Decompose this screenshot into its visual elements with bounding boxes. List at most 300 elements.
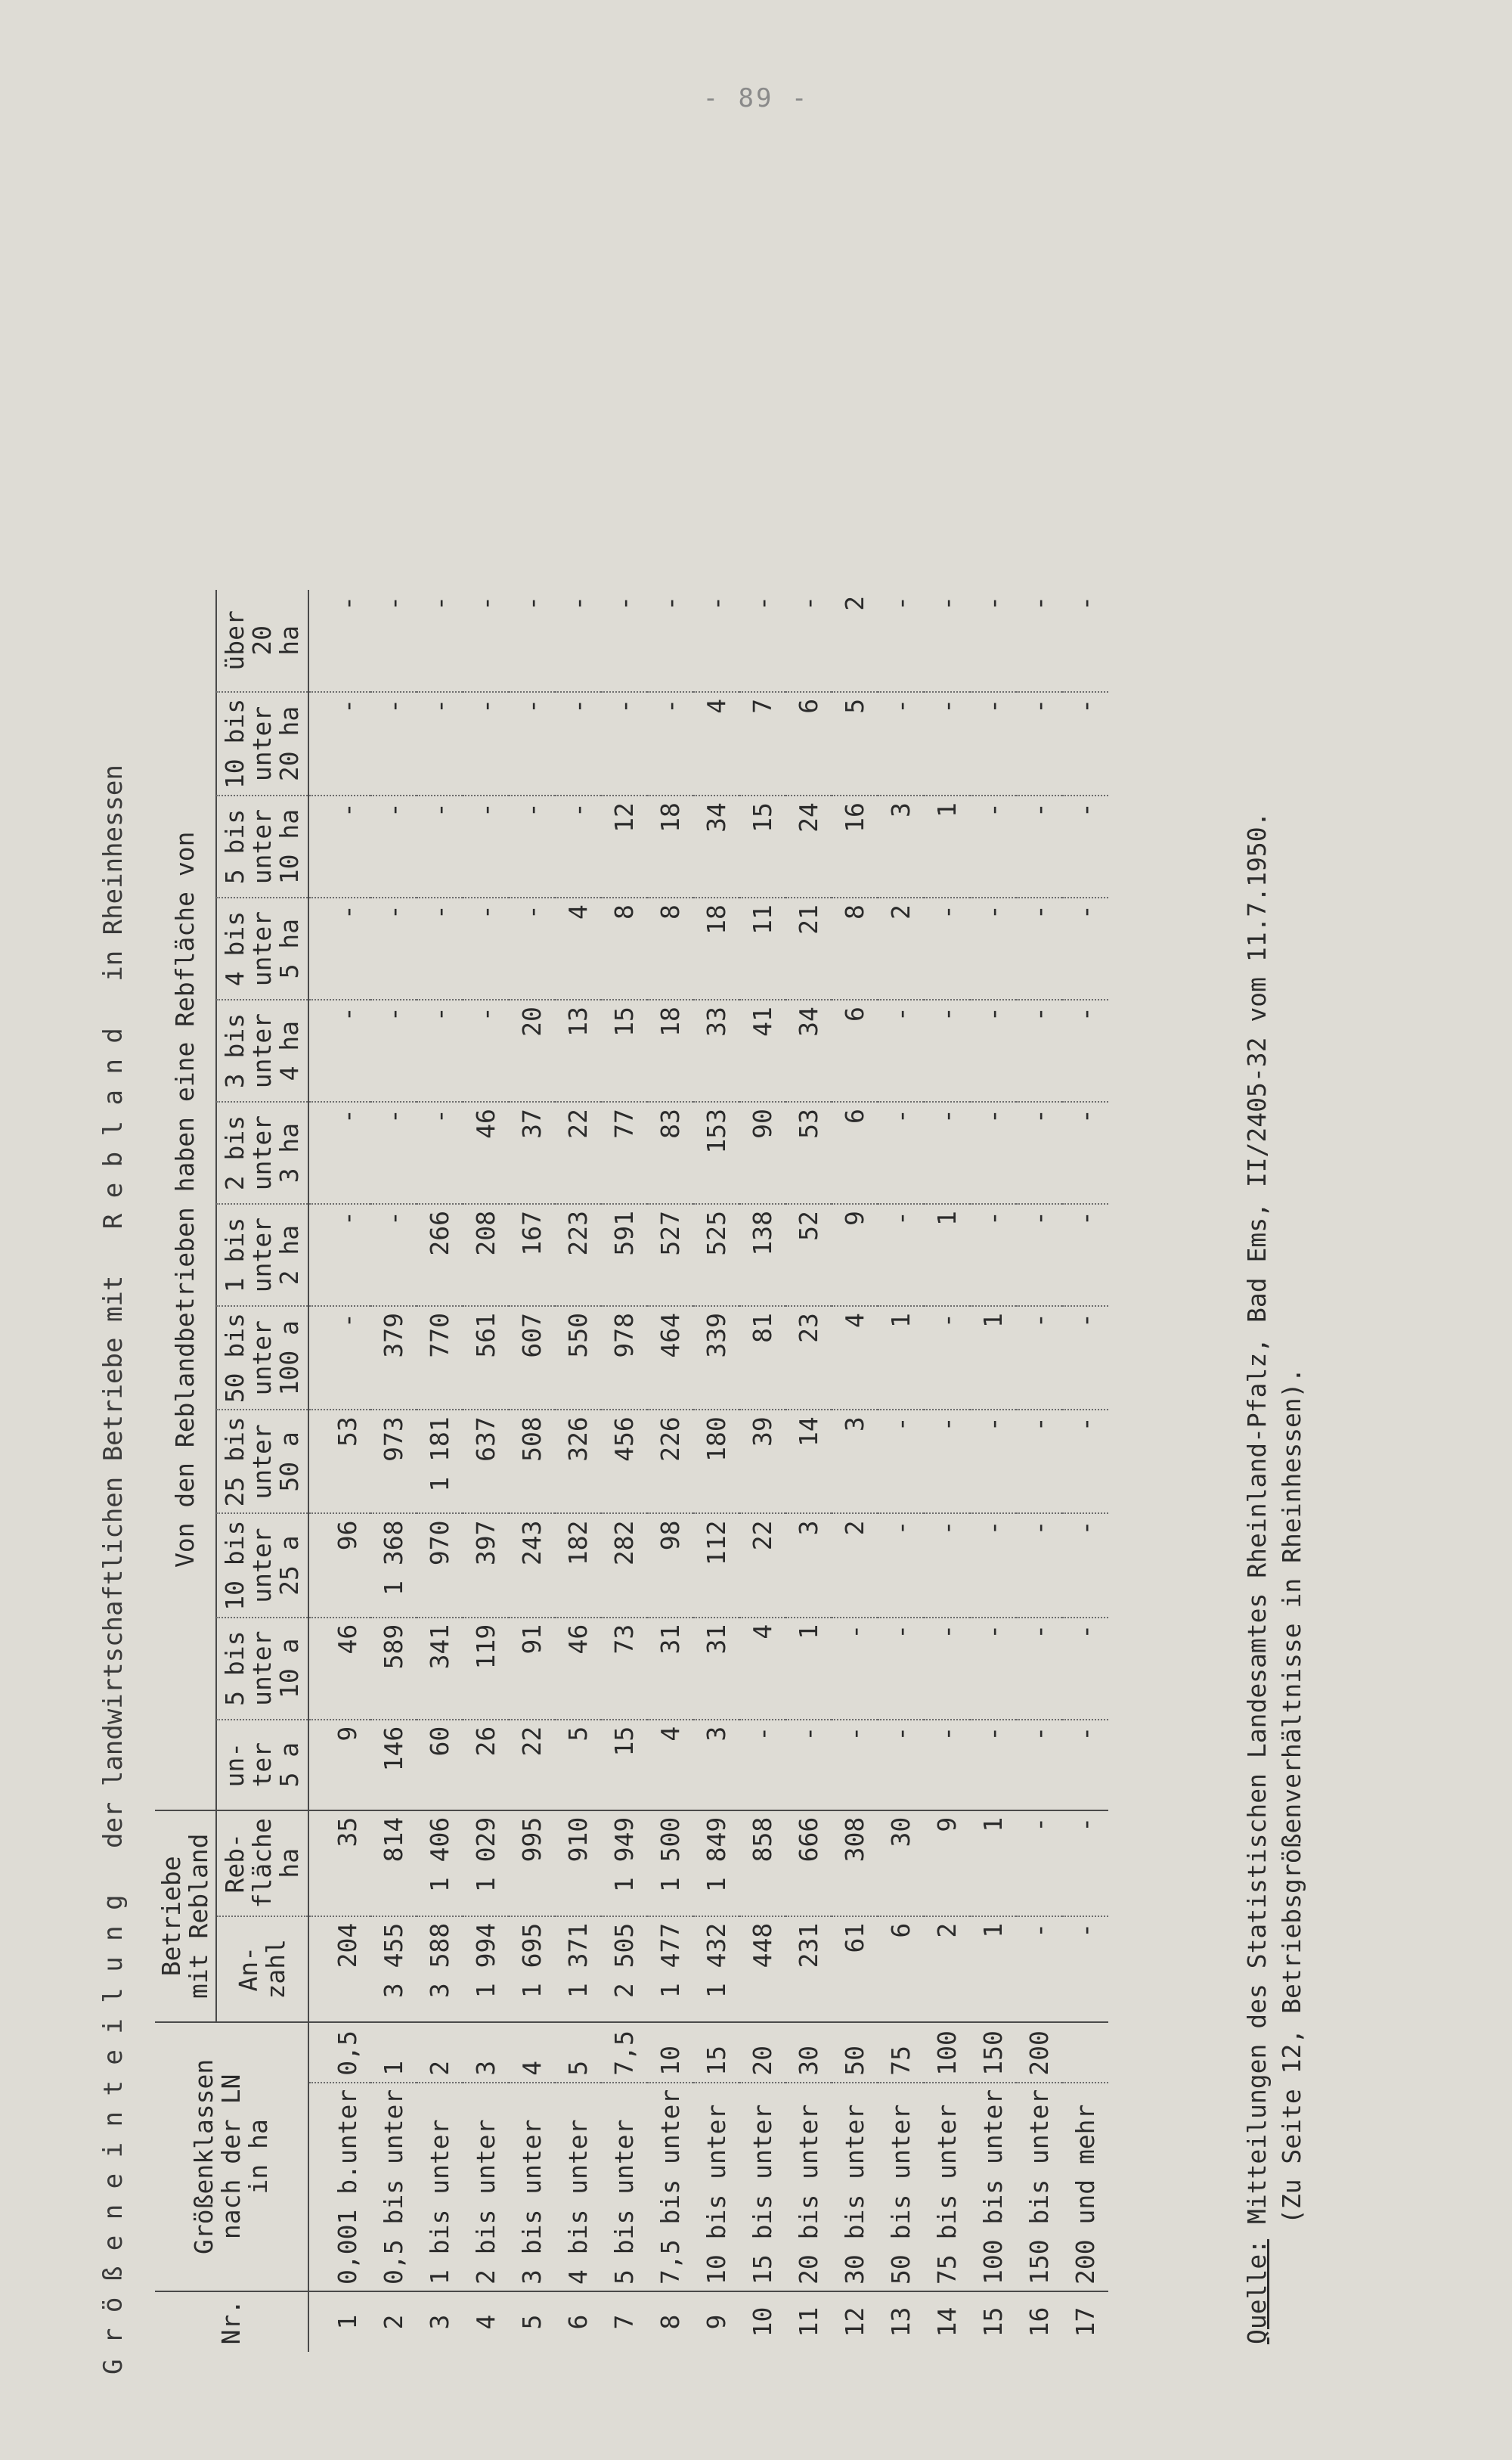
header-sub-col-3-line-1: 10 bis [220,1520,249,1611]
row-cell-col-12: - [1070,595,1100,611]
header-sub-col-11 [216,692,308,796]
row-cell-col-8: 20 [509,1000,555,1102]
row-cell-col-9: - [370,898,417,1000]
row-cell-col-10: - [509,796,555,898]
header-sub-col-2-line-2: unter [247,1630,277,1706]
row-cell-col-8: - [878,1000,924,1102]
row-rebflaeche: 1 849 [693,1810,739,1916]
row-cell-col-12: - [748,595,777,611]
row-nr: 7 [601,2291,647,2352]
header-sub-col-10-line-1: 5 bis [220,808,249,885]
row-rebflaeche: 666 [785,1810,832,1916]
row-cell-col-6: - [1062,1204,1108,1306]
row-size-class-to: 5 [555,2022,601,2083]
row-nr: 1 [308,2291,370,2352]
row-cell-col-7: - [417,1102,463,1204]
header-betriebe-line-2: mit Rebland [184,1833,213,1999]
header-sub-col-7 [216,1102,308,1204]
header-sub-col-4-line-1: 25 bis [220,1416,249,1507]
row-anzahl: 2 505 [601,1916,647,2022]
row-size-class-to: 30 [785,2022,832,2083]
header-sub-col-6-line-1: 1 bis [220,1217,249,1293]
row-anzahl: 2 [924,1916,970,2022]
row-cell-col-10: 34 [693,796,739,898]
row-cell-col-2: 46 [555,1618,601,1720]
row-rebflaeche: 814 [370,1810,417,1916]
row-cell-col-9: - [463,898,509,1000]
header-sub-col-1-line-3: 5 a [274,1742,304,1788]
row-size-class-from: 15 bis unter [739,2083,785,2291]
header-sub-col-3-line-3: 25 a [274,1535,304,1596]
row-cell-col-7: 77 [601,1102,647,1204]
row-rebflaeche: 1 406 [417,1810,463,1916]
row-anzahl: 61 [832,1916,878,2022]
row-anzahl: 3 455 [370,1916,417,2022]
rotated-table-sheet [83,113,1444,2382]
header-sub-col-10-line-3: 10 ha [274,808,304,885]
row-anzahl: 3 588 [417,1916,463,2022]
table-row [555,590,601,2352]
row-rebflaeche: 1 [970,1810,1016,1916]
row-size-class-to: 15 [693,2022,739,2083]
row-cell-col-1: 5 [555,1720,601,1810]
row-cell-col-5: - [924,1306,970,1410]
row-cell-col-1: - [739,1720,785,1810]
row-cell-col-4: 326 [555,1410,601,1513]
header-sub-col-1-line-1: un- [220,1742,249,1788]
row-cell-col-1: 22 [509,1720,555,1810]
row-nr: 11 [785,2291,832,2352]
table-row [647,590,693,2352]
row-size-class-to: 200 [1016,2022,1062,2083]
table-row [878,590,924,2352]
row-cell-col-5: 4 [832,1306,878,1410]
row-anzahl: 6 [878,1916,924,2022]
row-cell-col-7: - [878,1102,924,1204]
row-size-class-from: 0,001 b.unter [308,2083,370,2291]
row-cell-col-7: - [370,1102,417,1204]
header-sub-col-2 [216,1618,308,1720]
header-anzahl-line-1: An- [234,1946,263,1992]
row-anzahl: 231 [785,1916,832,2022]
row-cell-col-4: 637 [463,1410,509,1513]
row-cell-col-3: 243 [509,1514,555,1618]
row-cell-col-11: - [555,692,601,796]
row-size-class-to: 3 [463,2022,509,2083]
row-cell-col-5: 339 [693,1306,739,1410]
row-rebflaeche: 1 500 [647,1810,693,1916]
row-size-class-to: 10 [647,2022,693,2083]
row-cell-col-10: - [417,796,463,898]
row-cell-col-12: - [932,595,962,611]
header-anzahl-line-2: zahl [261,1938,290,1999]
row-cell-col-4: 53 [308,1410,370,1513]
header-sub-col-1-line-2: ter [247,1742,277,1788]
row-cell-col-5: 23 [785,1306,832,1410]
header-sub-col-9 [216,898,308,1000]
header-rebflaeche-line-2: fläche [247,1818,277,1909]
row-cell-col-10: 15 [739,796,785,898]
row-cell-col-6: 208 [463,1204,509,1306]
row-anzahl: 1 477 [647,1916,693,2022]
row-cell-col-12: - [517,595,547,611]
header-betriebe-line-1: Betriebe [156,1856,186,1977]
header-sub-col-4-line-3: 50 a [274,1432,304,1492]
row-rebflaeche: 1 949 [601,1810,647,1916]
header-sub-col-5-line-3: 100 a [274,1320,304,1396]
row-cell-col-8: 33 [693,1000,739,1102]
row-size-class-to: 7,5 [601,2022,647,2083]
source-label: Quelle: [1242,2238,1272,2344]
row-cell-col-6: 52 [785,1204,832,1306]
header-sub-col-12-line-1: über [220,610,249,671]
row-cell-col-12: - [425,595,454,611]
row-cell-col-9: - [308,898,370,1000]
row-cell-col-8: 6 [832,1000,878,1102]
header-size-class-line-3: in ha [243,2119,273,2195]
row-cell-col-4: - [1016,1410,1062,1513]
row-size-class-to: 75 [878,2022,924,2083]
row-cell-col-5: 1 [878,1306,924,1410]
row-anzahl: 1 [970,1916,1016,2022]
row-cell-col-11: 6 [785,692,832,796]
row-cell-col-4: 226 [647,1410,693,1513]
row-cell-col-11: - [924,692,970,796]
row-size-class-to: 4 [509,2022,555,2083]
header-rebflaeche-line-3: ha [274,1847,304,1878]
row-cell-col-5: 464 [647,1306,693,1410]
row-size-class-from: 20 bis unter [785,2083,832,2291]
row-cell-col-2: 4 [739,1618,785,1720]
row-cell-col-5: 1 [970,1306,1016,1410]
table-row [970,590,1016,2352]
header-sub-col-7-line-3: 3 ha [274,1122,304,1183]
row-cell-col-3: 397 [463,1514,509,1618]
row-cell-col-9: 4 [555,898,601,1000]
header-sub-col-8-line-1: 3 bis [220,1013,249,1089]
row-nr: 9 [693,2291,739,2352]
table-row [601,590,647,2352]
header-sub-col-8-line-3: 4 ha [274,1020,304,1081]
row-cell-col-6: 266 [417,1204,463,1306]
row-cell-col-11: - [370,692,417,796]
row-cell-col-11: - [463,692,509,796]
row-size-class-from: 0,5 bis unter [370,2083,417,2291]
header-von-den: Von den Reblandbetrieben haben eine Rebfläche von [155,590,216,1810]
row-cell-col-1: - [924,1720,970,1810]
row-cell-col-7: 22 [555,1102,601,1204]
row-cell-col-7: - [1016,1102,1062,1204]
row-cell-col-8: - [417,1000,463,1102]
row-cell-col-10: - [308,796,370,898]
table-row [785,590,832,2352]
row-cell-col-12: - [702,595,731,611]
row-nr: 13 [878,2291,924,2352]
row-cell-col-3: 182 [555,1514,601,1618]
row-cell-col-2: 341 [417,1618,463,1720]
row-cell-col-9: 8 [832,898,878,1000]
row-cell-col-5: 550 [555,1306,601,1410]
row-cell-col-5: 770 [417,1306,463,1410]
row-cell-col-10: 12 [601,796,647,898]
row-cell-col-4: 3 [832,1410,878,1513]
row-anzahl: - [1016,1916,1062,2022]
row-cell-col-5: 379 [370,1306,417,1410]
row-cell-col-2: 1 [785,1618,832,1720]
row-cell-col-5: - [308,1306,370,1410]
row-cell-col-1: - [1062,1720,1108,1810]
row-anzahl: 1 432 [693,1916,739,2022]
row-cell-col-10: - [555,796,601,898]
row-cell-col-6: 223 [555,1204,601,1306]
header-sub-col-4 [216,1410,308,1513]
row-size-class-to: 100 [924,2022,970,2083]
header-sub-col-9-line-2: unter [247,910,277,987]
table-row [417,590,463,2352]
row-cell-col-9: - [970,898,1016,1000]
row-cell-col-5: 81 [739,1306,785,1410]
row-nr: 15 [970,2291,1016,2352]
data-table [155,590,1108,2352]
row-cell-col-7: 153 [693,1102,739,1204]
row-cell-col-12: - [563,595,593,611]
row-cell-col-7: 53 [785,1102,832,1204]
row-cell-col-12: - [333,595,362,611]
header-sub-col-1 [216,1720,308,1810]
header-sub-col-11-line-2: unter [247,706,277,782]
row-cell-col-10: 18 [647,796,693,898]
header-sub-col-5 [216,1306,308,1410]
row-size-class-from: 30 bis unter [832,2083,878,2291]
row-cell-col-12: 2 [840,595,869,611]
row-cell-col-3: 282 [601,1514,647,1618]
row-size-class-from: 5 bis unter [601,2083,647,2291]
row-cell-col-6: - [308,1204,370,1306]
row-size-class-from: 10 bis unter [693,2083,739,2291]
header-sub-col-3 [216,1514,308,1618]
row-cell-col-2: - [878,1618,924,1720]
row-rebflaeche: 308 [832,1810,878,1916]
row-cell-col-10: - [370,796,417,898]
row-cell-col-6: 1 [924,1204,970,1306]
row-cell-col-10: 16 [832,796,878,898]
row-cell-col-2: 73 [601,1618,647,1720]
row-cell-col-7: 90 [739,1102,785,1204]
table-row [308,590,370,2352]
row-cell-col-2: - [832,1618,878,1720]
header-sub-col-11-line-1: 10 bis [220,698,249,789]
row-cell-col-2: - [924,1618,970,1720]
row-cell-col-6: 9 [832,1204,878,1306]
header-sub-col-7-line-1: 2 bis [220,1115,249,1191]
row-cell-col-1: 3 [693,1720,739,1810]
row-cell-col-7: - [970,1102,1016,1204]
header-sub-col-4-line-2: unter [247,1424,277,1500]
row-anzahl: - [1062,1916,1108,2022]
header-sub-col-5-line-1: 50 bis [220,1313,249,1404]
header-size-class-line-1: Größenklassen [189,2058,218,2254]
row-size-class-from: 3 bis unter [509,2083,555,2291]
row-cell-col-1: 146 [370,1720,417,1810]
row-cell-col-3: - [1062,1514,1108,1618]
header-nr: Nr. [155,2291,308,2352]
table-row [924,590,970,2352]
row-cell-col-11: - [647,692,693,796]
row-cell-col-12: - [1024,595,1054,611]
row-size-class-to: 2 [417,2022,463,2083]
row-cell-col-4: 456 [601,1410,647,1513]
row-cell-col-3: 98 [647,1514,693,1618]
row-cell-col-11: 5 [832,692,878,796]
row-rebflaeche: 1 029 [463,1810,509,1916]
row-cell-col-2: - [1062,1618,1108,1720]
row-size-class-to: 0,5 [308,2022,370,2083]
row-cell-col-2: - [970,1618,1016,1720]
row-size-class-from: 200 und mehr [1062,2083,1108,2291]
row-anzahl: 204 [308,1916,370,2022]
row-cell-col-8: - [924,1000,970,1102]
row-cell-col-3: 2 [832,1514,878,1618]
header-sub-col-6-line-3: 2 ha [274,1224,304,1286]
row-nr: 5 [509,2291,555,2352]
row-size-class-from: 150 bis unter [1016,2083,1062,2291]
row-cell-col-9: 2 [878,898,924,1000]
row-cell-col-6: - [970,1204,1016,1306]
row-cell-col-6: - [370,1204,417,1306]
row-cell-col-7: - [308,1102,370,1204]
row-cell-col-4: 1 181 [417,1410,463,1513]
row-rebflaeche: - [1016,1810,1062,1916]
row-cell-col-5: - [1016,1306,1062,1410]
row-rebflaeche: 858 [739,1810,785,1916]
header-sub-col-12 [216,590,308,692]
row-cell-col-4: - [878,1410,924,1513]
row-cell-col-10: 3 [878,796,924,898]
table-row [832,590,878,2352]
row-size-class-from: 7,5 bis unter [647,2083,693,2291]
row-cell-col-4: - [970,1410,1016,1513]
row-size-class-to: 20 [739,2022,785,2083]
row-cell-col-1: 4 [647,1720,693,1810]
row-cell-col-8: - [1016,1000,1062,1102]
row-nr: 14 [924,2291,970,2352]
row-cell-col-3: 3 [785,1514,832,1618]
header-sub-col-12-line-3: ha [274,625,304,656]
row-rebflaeche: 35 [308,1810,370,1916]
row-cell-col-9: - [509,898,555,1000]
table-row [370,590,417,2352]
row-cell-col-8: 13 [555,1000,601,1102]
row-cell-col-1: - [970,1720,1016,1810]
row-size-class-from: 75 bis unter [924,2083,970,2291]
row-cell-col-2: 31 [693,1618,739,1720]
header-sub-col-2-line-1: 5 bis [220,1630,249,1706]
row-cell-col-12: - [978,595,1008,611]
row-cell-col-3: - [924,1514,970,1618]
row-cell-col-7: - [924,1102,970,1204]
header-size-class [155,2022,308,2291]
table-row [693,590,739,2352]
row-cell-col-3: - [878,1514,924,1618]
row-cell-col-9: 11 [739,898,785,1000]
page-number: - 89 - [702,83,810,113]
row-cell-col-5: 978 [601,1306,647,1410]
table-row [463,590,509,2352]
row-cell-col-4: 973 [370,1410,417,1513]
row-cell-col-7: 6 [832,1102,878,1204]
row-cell-col-8: - [308,1000,370,1102]
row-cell-col-6: - [878,1204,924,1306]
row-cell-col-6: 591 [601,1204,647,1306]
row-cell-col-10: - [970,796,1016,898]
row-cell-col-7: - [1062,1102,1108,1204]
row-cell-col-11: - [1016,692,1062,796]
row-size-class-from: 50 bis unter [878,2083,924,2291]
row-cell-col-7: 46 [463,1102,509,1204]
row-size-class-to: 150 [970,2022,1016,2083]
row-cell-col-8: 18 [647,1000,693,1102]
row-nr: 8 [647,2291,693,2352]
row-cell-col-11: - [308,692,370,796]
table-row [739,590,785,2352]
table-row [1062,590,1108,2352]
row-nr: 16 [1016,2291,1062,2352]
row-cell-col-11: 7 [739,692,785,796]
header-rebflaeche [216,1810,308,1916]
row-anzahl: 448 [739,1916,785,2022]
header-sub-col-11-line-3: 20 ha [274,706,304,782]
row-cell-col-8: - [463,1000,509,1102]
source-line-1: Mitteilungen des Statistischen Landesamtes Rheinland-Pfalz, Bad Ems, II/2405-32 vom 11.7.1950. [1242,811,1272,2239]
row-cell-col-6: 525 [693,1204,739,1306]
row-cell-col-8: - [370,1000,417,1102]
header-betriebe [155,1810,216,2022]
row-cell-col-1: - [878,1720,924,1810]
row-size-class-from: 100 bis unter [970,2083,1016,2291]
header-sub-col-10-line-2: unter [247,808,277,885]
row-cell-col-12: - [609,595,639,611]
row-cell-col-5: - [1062,1306,1108,1410]
header-sub-col-5-line-2: unter [247,1320,277,1396]
row-cell-col-1: 60 [417,1720,463,1810]
row-cell-col-8: 15 [601,1000,647,1102]
row-cell-col-11: - [970,692,1016,796]
row-cell-col-2: 46 [308,1618,370,1720]
row-cell-col-1: - [785,1720,832,1810]
row-cell-col-2: 31 [647,1618,693,1720]
row-cell-col-11: - [601,692,647,796]
row-cell-col-1: 26 [463,1720,509,1810]
header-sub-col-8-line-2: unter [247,1013,277,1089]
row-cell-col-8: 34 [785,1000,832,1102]
row-cell-col-6: 167 [509,1204,555,1306]
header-sub-col-6-line-2: unter [247,1217,277,1293]
row-cell-col-9: - [1062,898,1108,1000]
row-cell-col-2: - [1016,1618,1062,1720]
row-cell-col-9: 18 [693,898,739,1000]
row-cell-col-11: - [1062,692,1108,796]
header-sub-col-6 [216,1204,308,1306]
row-anzahl: 1 371 [555,1916,601,2022]
row-size-class-from: 4 bis unter [555,2083,601,2291]
row-nr: 10 [739,2291,785,2352]
row-cell-col-10: - [1016,796,1062,898]
row-anzahl: 1 695 [509,1916,555,2022]
table-row [509,590,555,2352]
row-cell-col-9: - [1016,898,1062,1000]
row-size-class-from: 1 bis unter [417,2083,463,2291]
row-cell-col-10: - [463,796,509,898]
